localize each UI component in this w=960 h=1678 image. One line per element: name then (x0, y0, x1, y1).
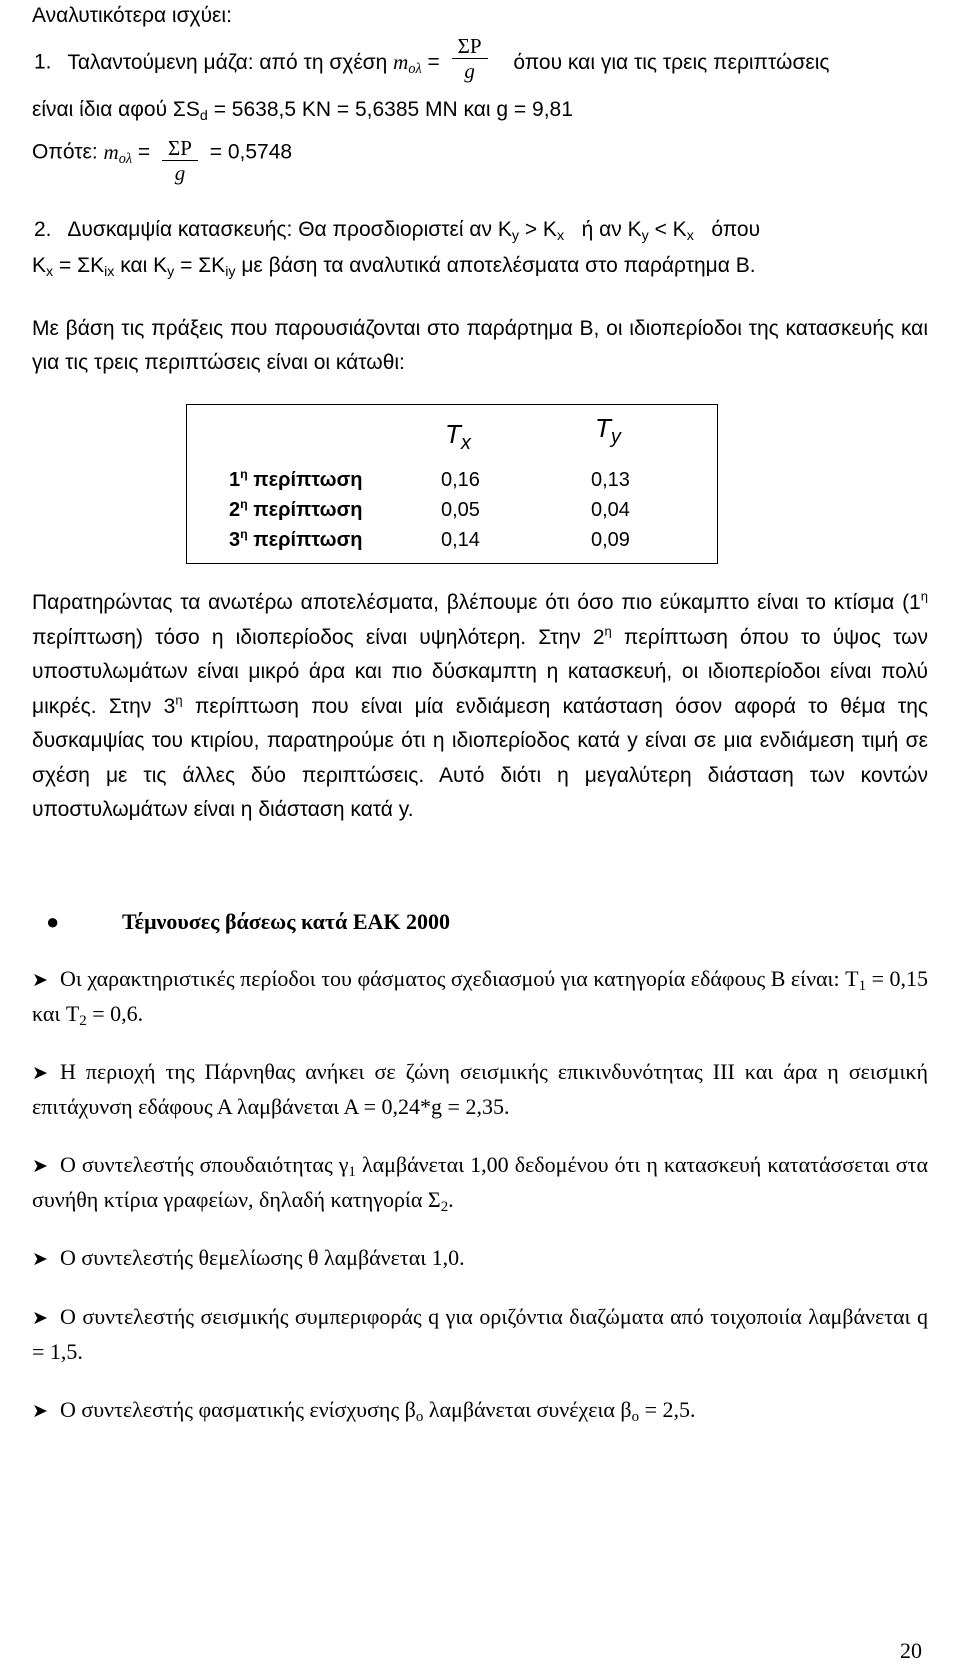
table-header-ty: $T_y$ (595, 413, 621, 448)
paragraph-periods-intro: Με βάση τις πράξεις που παρουσιάζονται στο παράρτημα Β, οι ιδιοπερίοδοι της κατασκευής και για τις τρεις περιπτώσεις είναι οι κάτωθι: (32, 317, 928, 374)
table-cell-ty: 0,09 (591, 529, 630, 551)
page-number: 20 (900, 1638, 922, 1663)
list-item: ➤ Ο συντελεστής φασματικής ενίσχυσης $\beta_o$ λαμβάνεται συνέχεια $\beta_o = 2,5$. (32, 1393, 928, 1428)
table-cell-ty: 0,13 (591, 469, 630, 491)
section-heading: ● Τέμνουσες βάσεως κατά ΕΑΚ 2000 (32, 905, 450, 938)
arrowhead-bullet-icon: ➤ (32, 1248, 48, 1270)
table-row: $3^\eta$ περίπτωση (229, 526, 363, 551)
item-1-line-1: 1. Ταλαντούμενη μάζα: από τη σχέση $m_{o\lambda}$ = $\frac{\Sigma P}{g}$ όπου και για τις τρεις περιπτώσεις (34, 34, 830, 84)
list-item: ➤ Η περιοχή της Πάρνηθας ανήκει σε ζώνη σεισμικής επικινδυνότητας ΙΙΙ και άρα η σεισμική επιτάχυνση εδάφους Α λαμβάνεται Α = 0,24*g = 2,35. (32, 1055, 928, 1124)
list-item: ➤ Ο συντελεστής θεμελίωσης θ λαμβάνεται 1,0. (32, 1241, 928, 1276)
item-2-line-1: 2. Δυσκαμψία κατασκευής: Θα προσδιοριστεί αν $K_y > K_x$ ή αν $K_y < K_x$ όπου (34, 218, 761, 244)
table-cell-ty: 0,04 (591, 499, 630, 521)
bullet-list (32, 962, 928, 1428)
arrowhead-bullet-icon: ➤ (32, 1155, 48, 1177)
mass-symbol: $m_{o\lambda}$ (393, 49, 422, 77)
bullet-dot-icon: ● (46, 909, 60, 934)
table-row: $2^\eta$ περίπτωση (229, 496, 363, 521)
intro-line: Αναλυτικότερα ισχύει: (32, 4, 232, 27)
list-item: ➤ Ο συντελεστής σεισμικής συμπεριφοράς q για οριζόντια διαζώματα από τοιχοποιία λαμβάνεται q = 1,5. (32, 1300, 928, 1369)
table-header-tx: $T_x$ (445, 419, 471, 454)
arrowhead-bullet-icon: ➤ (32, 1062, 48, 1084)
arrowhead-bullet-icon: ➤ (32, 1307, 48, 1329)
mass-fraction-2: $\frac{\Sigma P}{g}$ (162, 136, 198, 186)
list-item: ➤ Ο συντελεστής σπουδαιότητας $\gamma_1$ λαμβάνεται 1,00 δεδομένου ότι η κατασκευή κατατάσσεται στα συνήθη κτίρια γραφείων, δηλαδή κατηγορία $\Sigma_2$. (32, 1148, 928, 1217)
paragraph-observations: Παρατηρώντας τα ανωτέρω αποτελέσματα, βλέπουμε ότι όσο πιο εύκαμπτο είναι το κτίσμα ($1^\eta$ περίπτωση) τόσο η ιδιοπερίοδος είναι υψηλότερη. Στην $2^\eta$ περίπτωση όπου το ύψος των υποστυλωμάτων είναι μικρό άρα και πιο δύσκαμπτη η κατασκευή, οι ιδιοπερίοδοι είναι πολύ μικρές. Στην $3^\eta$ περίπτωση που είναι μία ενδιάμεση κατάσταση όσον αφορά το θέμα της δυσκαμψίας του κτιρίου, παρατηρούμε ότι η ιδιοπερίοδος κατά y είναι σε μια ενδιάμεση τιμή σε σχέση με τις άλλες δύο περιπτώσεις. Αυτό διότι η μεγαλύτερη διάσταση των κοντών υποστυλωμάτων είναι η διάσταση κατά y. (32, 588, 928, 821)
item-2-line-2: $K_x = \Sigma K_{ix}$ και $K_y = \Sigma K_{iy}$ με βάση τα αναλυτικά αποτελέσματα στο παράρτημα Β. (32, 254, 756, 280)
table-row: $1^\eta$ περίπτωση (229, 466, 363, 491)
arrowhead-bullet-icon: ➤ (32, 969, 48, 991)
table-cell-tx: 0,05 (441, 499, 480, 521)
table-cell-tx: 0,16 (441, 469, 480, 491)
periods-table (186, 404, 718, 564)
arrowhead-bullet-icon: ➤ (32, 1400, 48, 1422)
item-1-line-2: είναι ίδια αφού $\Sigma S_d = 5638,5$ ΚΝ = 5,6385 ΜΝ και g = 9,81 (32, 98, 573, 124)
mass-fraction: $\frac{\Sigma P}{g}$ (452, 34, 488, 84)
item-1-line-3: Οπότε: $m_{o\lambda}$ = $\frac{\Sigma P}{g}$ = 0,5748 (32, 136, 293, 186)
table-cell-tx: 0,14 (441, 529, 480, 551)
list-item: ➤ Οι χαρακτηριστικές περίοδοι του φάσματος σχεδιασμού για κατηγορία εδάφους Β είναι: $T_1 = 0,15$ και $T_2 = 0,6$. (32, 962, 928, 1031)
